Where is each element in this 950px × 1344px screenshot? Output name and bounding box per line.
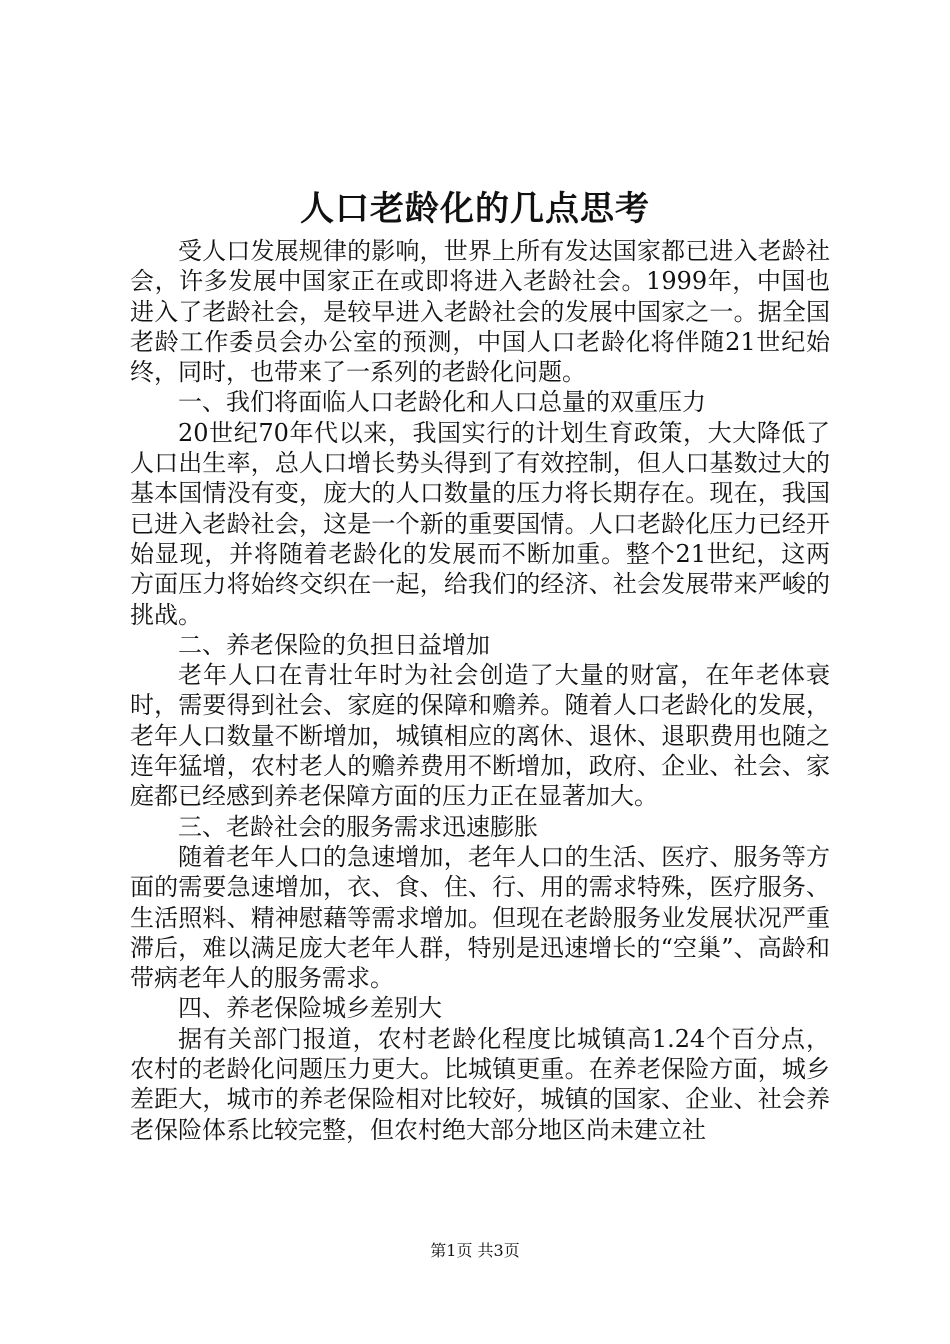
- document-title: 人口老龄化的几点思考: [300, 189, 650, 229]
- section-heading-4: 四、养老保险城乡差别大: [178, 994, 442, 1023]
- paragraph-section-3: 随着老年人口的急速增加，老年人口的生活、医疗、服务等方面的需要急速增加，衣、食、住、行、用的需求特殊，医疗服务、生活照料、精神慰藉等需求增加。但现在老龄服务业发展状况严重滞后，难以满足庞大老年人群，特别是迅速增长的“空巢”、高龄和带病老年人的服务需求。: [130, 842, 830, 993]
- section-heading-1: 一、我们将面临人口老龄化和人口总量的双重压力: [178, 388, 706, 417]
- paragraph-section-4: 据有关部门报道，农村老龄化程度比城镇高1.24个百分点，农村的老龄化问题压力更大。比城镇更重。在养老保险方面，城乡差距大，城市的养老保险相对比较好，城镇的国家、企业、社会养老保险体系比较完整，但农村绝大部分地区尚未建立社: [130, 1024, 830, 1144]
- page-footer: 第1页 共3页: [430, 1241, 520, 1260]
- paragraph-section-2: 老年人口在青壮年时为社会创造了大量的财富，在年老体衰时，需要得到社会、家庭的保障和赡养。随着人口老龄化的发展，老年人口数量不断增加，城镇相应的离休、退休、退职费用也随之连年猛增，农村老人的赡养费用不断增加，政府、企业、社会、家庭都已经感到养老保障方面的压力正在显著加大。: [130, 661, 830, 811]
- document-body: [130, 236, 830, 1145]
- section-heading-3: 三、老龄社会的服务需求迅速膨胀: [178, 812, 538, 841]
- paragraph-section-1: 20世纪70年代以来，我国实行的计划生育政策，大大降低了人口出生率，总人口增长势头得到了有效控制，但人口基数过大的基本国情没有变，庞大的人口数量的压力将长期存在。现在，我国已进入老龄社会，这是一个新的重要国情。人口老龄化压力已经开始显现，并将随着老龄化的发展而不断加重。整个21世纪，这两方面压力将始终交织在一起，给我们的经济、社会发展带来严峻的挑战。: [130, 418, 830, 629]
- paragraph-intro: 受人口发展规律的影响，世界上所有发达国家都已进入老龄社会，许多发展中国家正在或即将进入老龄社会。1999年，中国也进入了老龄社会，是较早进入老龄社会的发展中国家之一。据全国老龄工作委员会办公室的预测，中国人口老龄化将伴随21世纪始终，同时，也带来了一系列的老龄化问题。: [130, 237, 830, 387]
- section-heading-2: 二、养老保险的负担日益增加: [178, 630, 490, 659]
